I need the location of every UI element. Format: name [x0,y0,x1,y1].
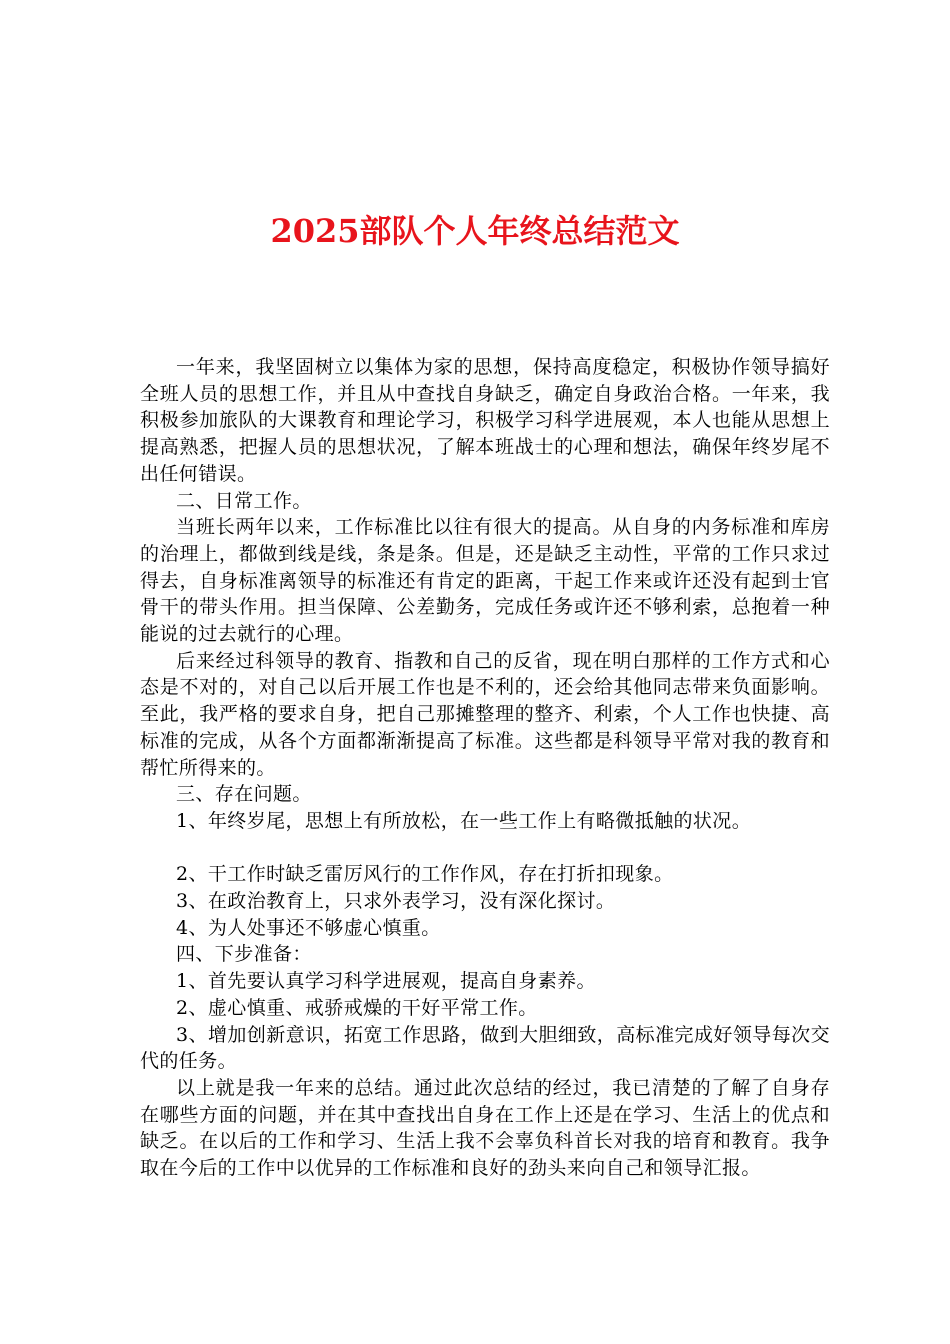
section-heading-next-steps: 四、下步准备： [176,943,312,966]
problem-item-1: 1、年终岁尾，思想上有所放松，在一些工作上有略微抵触的状况。 [176,809,752,832]
document-title: 2025部队个人年终总结范文 [270,212,680,250]
paragraph-conclusion: 以上就是我一年来的总结。通过此次总结的经过，我已清楚的了解了自身存在哪些方面的问题，并在其中查找出自身在工作上还是在学习、生活上的优点和缺乏。在以后的工作和学习、生活上我不会辜负科首长对我的培育和教育。我争取在今后的工作中以优异的工作标准和良好的劲头来向自己和领导汇报。 [140,1076,830,1180]
problem-item-2: 2、干工作时缺乏雷厉风行的工作作风，存在打折扣现象。 [176,863,674,886]
document-body [140,354,830,1182]
section-heading-daily-work: 二、日常工作。 [176,489,312,512]
problem-item-3: 3、在政治教育上，只求外表学习，没有深化探讨。 [176,890,616,913]
plan-item-3: 3、增加创新意识，拓宽工作思路，做到大胆细致，高标准完成好领导每次交代的任务。 [140,1023,830,1073]
paragraph-intro: 一年来，我坚固树立以集体为家的思想，保持高度稳定，积极协作领导搞好全班人员的思想工作，并且从中查找自身缺乏，确定自身政治合格。一年来，我积极参加旅队的大课教育和理论学习，积极学习科学进展观，本人也能从思想上提高熟悉，把握人员的思想状况，了解本班战士的心理和想法，确保年终岁尾不出任何错误。 [140,356,830,485]
paragraph-reflection: 后来经过科领导的教育、指教和自己的反省，现在明白那样的工作方式和心态是不对的，对自己以后开展工作也是不利的，还会给其他同志带来负面影响。至此，我严格的要求自身，把自己那摊整理的整齐、利索，个人工作也快捷、高标准的完成，从各个方面都渐渐提高了标准。这些都是科领导平常对我的教育和帮忙所得来的。 [140,649,830,779]
problem-item-4: 4、为人处事还不够虚心慎重。 [176,916,441,939]
plan-item-1: 1、首先要认真学习科学进展观，提高自身素养。 [176,970,596,993]
section-heading-problems: 三、存在问题。 [176,783,312,806]
plan-item-2: 2、虚心慎重、戒骄戒燥的干好平常工作。 [176,996,538,1019]
paragraph-daily-work: 当班长两年以来，工作标准比以往有很大的提高。从自身的内务标准和库房的治理上，都做到线是线，条是条。但是，还是缺乏主动性，平常的工作只求过得去，自身标准离领导的标准还有肯定的距离，干起工作来或许还没有起到士官骨干的带头作用。担当保障、公差勤务，完成任务或许还不够利索，总抱着一种能说的过去就行的心理。 [140,516,830,646]
